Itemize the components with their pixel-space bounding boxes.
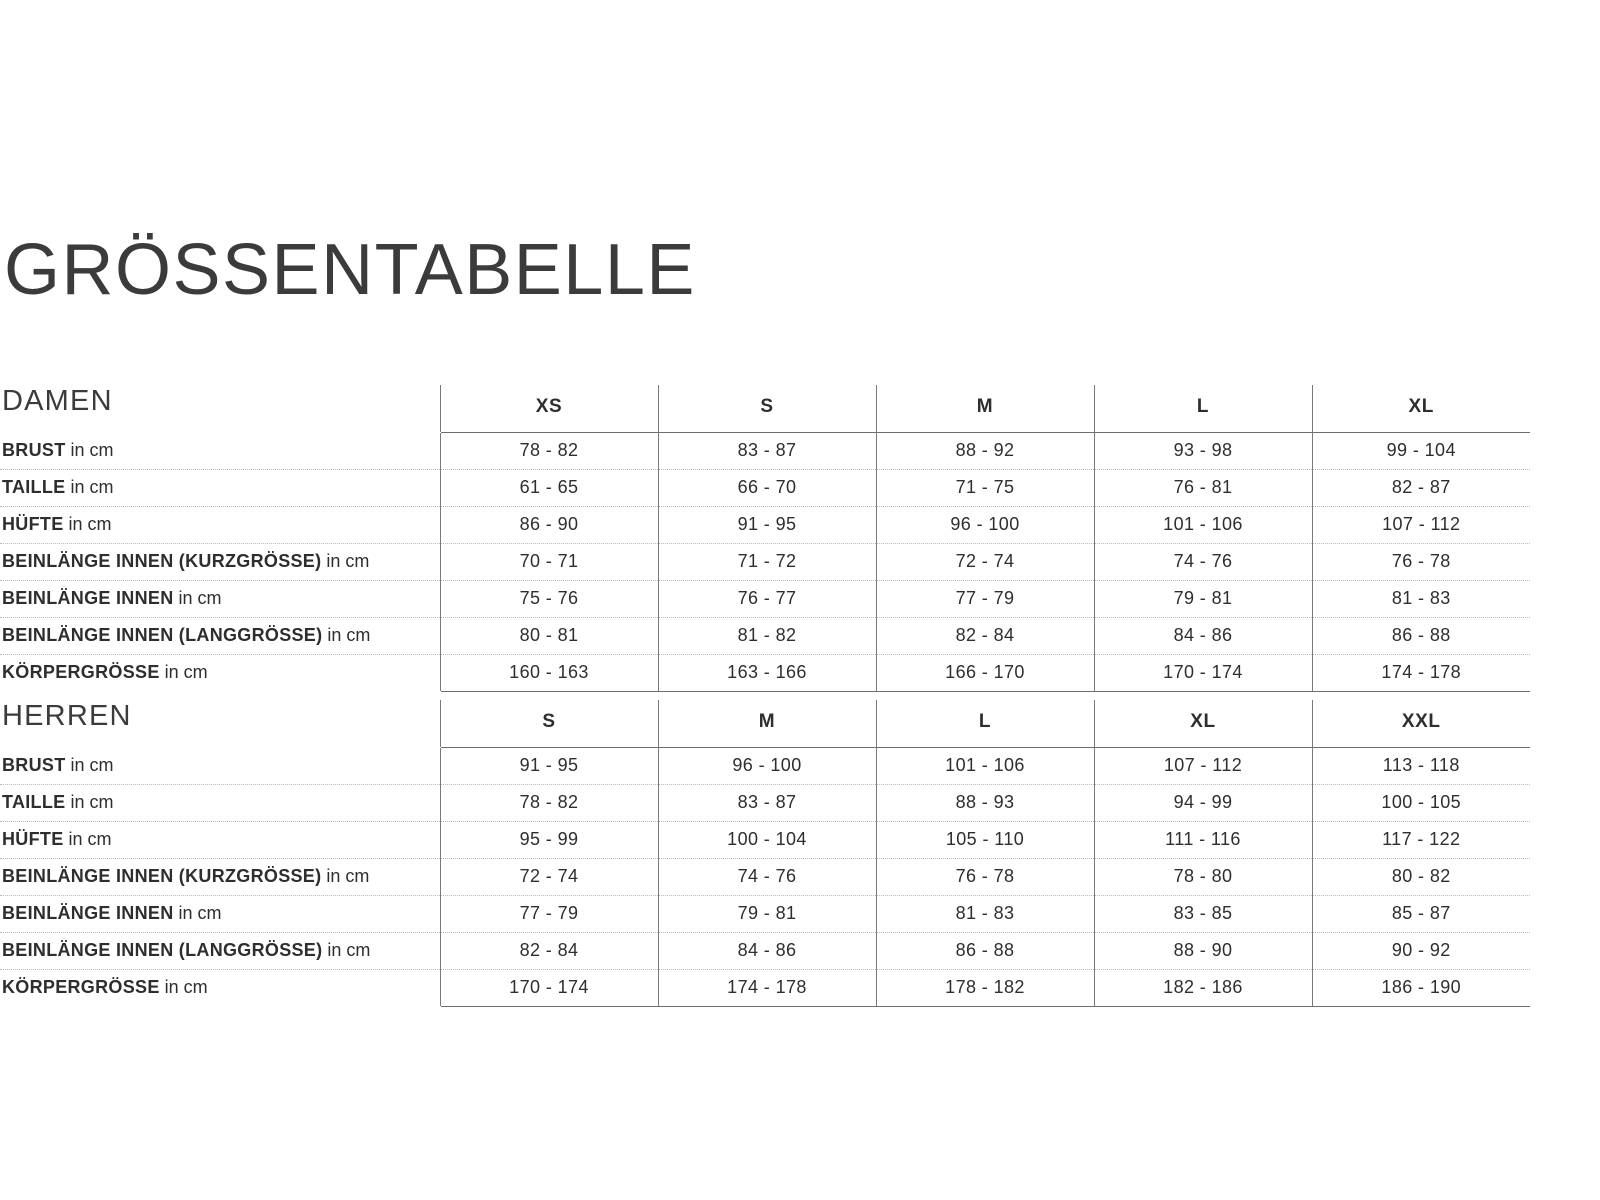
row-label xyxy=(0,748,440,785)
measurement-cell: 66 - 70 xyxy=(658,470,876,507)
row-label xyxy=(0,859,440,896)
row-label-unit: in cm xyxy=(159,662,208,682)
row-label-measure: TAILLE xyxy=(2,792,66,812)
measurement-cell: 107 - 112 xyxy=(1094,748,1312,785)
row-label-unit: in cm xyxy=(65,755,114,775)
row-label-unit: in cm xyxy=(63,829,112,849)
row-label-measure: HÜFTE xyxy=(2,514,64,534)
measurement-cell: 79 - 81 xyxy=(1094,581,1312,618)
row-label xyxy=(0,896,440,933)
measurement-cell: 96 - 100 xyxy=(658,748,876,785)
row-label-unit: in cm xyxy=(173,903,222,923)
row-label-measure: HÜFTE xyxy=(2,829,64,849)
measurement-cell: 94 - 99 xyxy=(1094,785,1312,822)
column-header-size: S xyxy=(440,700,658,748)
measurement-cell: 182 - 186 xyxy=(1094,970,1312,1007)
table-row xyxy=(0,433,1530,470)
measurement-cell: 88 - 90 xyxy=(1094,933,1312,970)
table-row xyxy=(0,507,1530,544)
row-label-measure: BRUST xyxy=(2,755,66,775)
table-header-row xyxy=(0,385,1530,433)
group-label-herren: HERREN xyxy=(2,700,132,732)
measurement-cell: 101 - 106 xyxy=(1094,507,1312,544)
measurement-cell: 170 - 174 xyxy=(440,970,658,1007)
table-herren xyxy=(0,700,1530,1007)
measurement-cell: 83 - 85 xyxy=(1094,896,1312,933)
measurement-cell: 86 - 88 xyxy=(876,933,1094,970)
measurement-cell: 96 - 100 xyxy=(876,507,1094,544)
size-table-damen xyxy=(0,385,1530,692)
measurement-cell: 74 - 76 xyxy=(1094,544,1312,581)
row-label xyxy=(0,970,440,1007)
column-header-size: XS xyxy=(440,385,658,433)
row-label-measure: BRUST xyxy=(2,440,66,460)
size-table-herren xyxy=(0,700,1530,1007)
measurement-cell: 170 - 174 xyxy=(1094,655,1312,692)
row-label-unit: in cm xyxy=(65,792,114,812)
measurement-cell: 105 - 110 xyxy=(876,822,1094,859)
row-label-unit: in cm xyxy=(321,866,370,886)
measurement-cell: 70 - 71 xyxy=(440,544,658,581)
row-label-unit: in cm xyxy=(159,977,208,997)
measurement-cell: 81 - 83 xyxy=(876,896,1094,933)
column-header-size: S xyxy=(658,385,876,433)
table-damen xyxy=(0,385,1530,692)
row-label-unit: in cm xyxy=(321,551,370,571)
measurement-cell: 84 - 86 xyxy=(1094,618,1312,655)
measurement-cell: 101 - 106 xyxy=(876,748,1094,785)
row-label-unit: in cm xyxy=(65,477,114,497)
row-label-measure: BEINLÄNGE INNEN (LANGGRÖSSE) xyxy=(2,940,323,960)
measurement-cell: 82 - 87 xyxy=(1312,470,1530,507)
row-label xyxy=(0,785,440,822)
measurement-cell: 95 - 99 xyxy=(440,822,658,859)
column-header-size: XL xyxy=(1094,700,1312,748)
row-label-measure: BEINLÄNGE INNEN (KURZGRÖSSE) xyxy=(2,551,322,571)
table-row xyxy=(0,822,1530,859)
measurement-cell: 91 - 95 xyxy=(440,748,658,785)
measurement-cell: 85 - 87 xyxy=(1312,896,1530,933)
column-header-size: L xyxy=(1094,385,1312,433)
row-label xyxy=(0,822,440,859)
measurement-cell: 90 - 92 xyxy=(1312,933,1530,970)
measurement-cell: 107 - 112 xyxy=(1312,507,1530,544)
group-label-damen: DAMEN xyxy=(2,385,113,417)
column-header-size: XXL xyxy=(1312,700,1530,748)
measurement-cell: 86 - 90 xyxy=(440,507,658,544)
table-row xyxy=(0,655,1530,692)
measurement-cell: 88 - 92 xyxy=(876,433,1094,470)
row-label-unit: in cm xyxy=(63,514,112,534)
measurement-cell: 113 - 118 xyxy=(1312,748,1530,785)
row-label xyxy=(0,507,440,544)
measurement-cell: 76 - 78 xyxy=(876,859,1094,896)
measurement-cell: 76 - 78 xyxy=(1312,544,1530,581)
page-title: GRÖSSENTABELLE xyxy=(4,230,696,311)
table-row xyxy=(0,933,1530,970)
table-row xyxy=(0,618,1530,655)
measurement-cell: 84 - 86 xyxy=(658,933,876,970)
measurement-cell: 77 - 79 xyxy=(440,896,658,933)
measurement-cell: 78 - 80 xyxy=(1094,859,1312,896)
table-row xyxy=(0,785,1530,822)
row-label xyxy=(0,618,440,655)
measurement-cell: 79 - 81 xyxy=(658,896,876,933)
measurement-cell: 111 - 116 xyxy=(1094,822,1312,859)
measurement-cell: 88 - 93 xyxy=(876,785,1094,822)
row-label-measure: BEINLÄNGE INNEN xyxy=(2,903,174,923)
measurement-cell: 82 - 84 xyxy=(876,618,1094,655)
row-label-unit: in cm xyxy=(322,625,371,645)
measurement-cell: 93 - 98 xyxy=(1094,433,1312,470)
column-header-size: L xyxy=(876,700,1094,748)
measurement-cell: 80 - 81 xyxy=(440,618,658,655)
row-label xyxy=(0,470,440,507)
measurement-cell: 74 - 76 xyxy=(658,859,876,896)
table-row xyxy=(0,544,1530,581)
row-label-measure: KÖRPERGRÖSSE xyxy=(2,662,160,682)
measurement-cell: 117 - 122 xyxy=(1312,822,1530,859)
measurement-cell: 71 - 75 xyxy=(876,470,1094,507)
measurement-cell: 76 - 81 xyxy=(1094,470,1312,507)
row-label xyxy=(0,433,440,470)
table-row xyxy=(0,896,1530,933)
measurement-cell: 72 - 74 xyxy=(440,859,658,896)
table-header-row xyxy=(0,700,1530,748)
measurement-cell: 77 - 79 xyxy=(876,581,1094,618)
row-label-unit: in cm xyxy=(322,940,371,960)
measurement-cell: 100 - 105 xyxy=(1312,785,1530,822)
table-row xyxy=(0,748,1530,785)
measurement-cell: 75 - 76 xyxy=(440,581,658,618)
row-label-measure: BEINLÄNGE INNEN (LANGGRÖSSE) xyxy=(2,625,323,645)
measurement-cell: 166 - 170 xyxy=(876,655,1094,692)
row-label-unit: in cm xyxy=(65,440,114,460)
measurement-cell: 174 - 178 xyxy=(1312,655,1530,692)
row-label xyxy=(0,544,440,581)
measurement-cell: 71 - 72 xyxy=(658,544,876,581)
row-label xyxy=(0,655,440,692)
measurement-cell: 80 - 82 xyxy=(1312,859,1530,896)
table-row xyxy=(0,470,1530,507)
column-header-size: M xyxy=(658,700,876,748)
measurement-cell: 86 - 88 xyxy=(1312,618,1530,655)
measurement-cell: 81 - 83 xyxy=(1312,581,1530,618)
column-header-size: M xyxy=(876,385,1094,433)
measurement-cell: 78 - 82 xyxy=(440,433,658,470)
column-header-size: XL xyxy=(1312,385,1530,433)
measurement-cell: 160 - 163 xyxy=(440,655,658,692)
table-row xyxy=(0,581,1530,618)
row-label-unit: in cm xyxy=(173,588,222,608)
row-label-measure: BEINLÄNGE INNEN (KURZGRÖSSE) xyxy=(2,866,322,886)
row-label-measure: BEINLÄNGE INNEN xyxy=(2,588,174,608)
measurement-cell: 83 - 87 xyxy=(658,785,876,822)
measurement-cell: 99 - 104 xyxy=(1312,433,1530,470)
measurement-cell: 76 - 77 xyxy=(658,581,876,618)
measurement-cell: 91 - 95 xyxy=(658,507,876,544)
measurement-cell: 100 - 104 xyxy=(658,822,876,859)
measurement-cell: 78 - 82 xyxy=(440,785,658,822)
measurement-cell: 174 - 178 xyxy=(658,970,876,1007)
table-row xyxy=(0,970,1530,1007)
measurement-cell: 72 - 74 xyxy=(876,544,1094,581)
table-row xyxy=(0,859,1530,896)
measurement-cell: 163 - 166 xyxy=(658,655,876,692)
measurement-cell: 82 - 84 xyxy=(440,933,658,970)
measurement-cell: 61 - 65 xyxy=(440,470,658,507)
row-label-measure: KÖRPERGRÖSSE xyxy=(2,977,160,997)
measurement-cell: 186 - 190 xyxy=(1312,970,1530,1007)
row-label xyxy=(0,933,440,970)
measurement-cell: 83 - 87 xyxy=(658,433,876,470)
measurement-cell: 178 - 182 xyxy=(876,970,1094,1007)
row-label-measure: TAILLE xyxy=(2,477,66,497)
measurement-cell: 81 - 82 xyxy=(658,618,876,655)
row-label xyxy=(0,581,440,618)
